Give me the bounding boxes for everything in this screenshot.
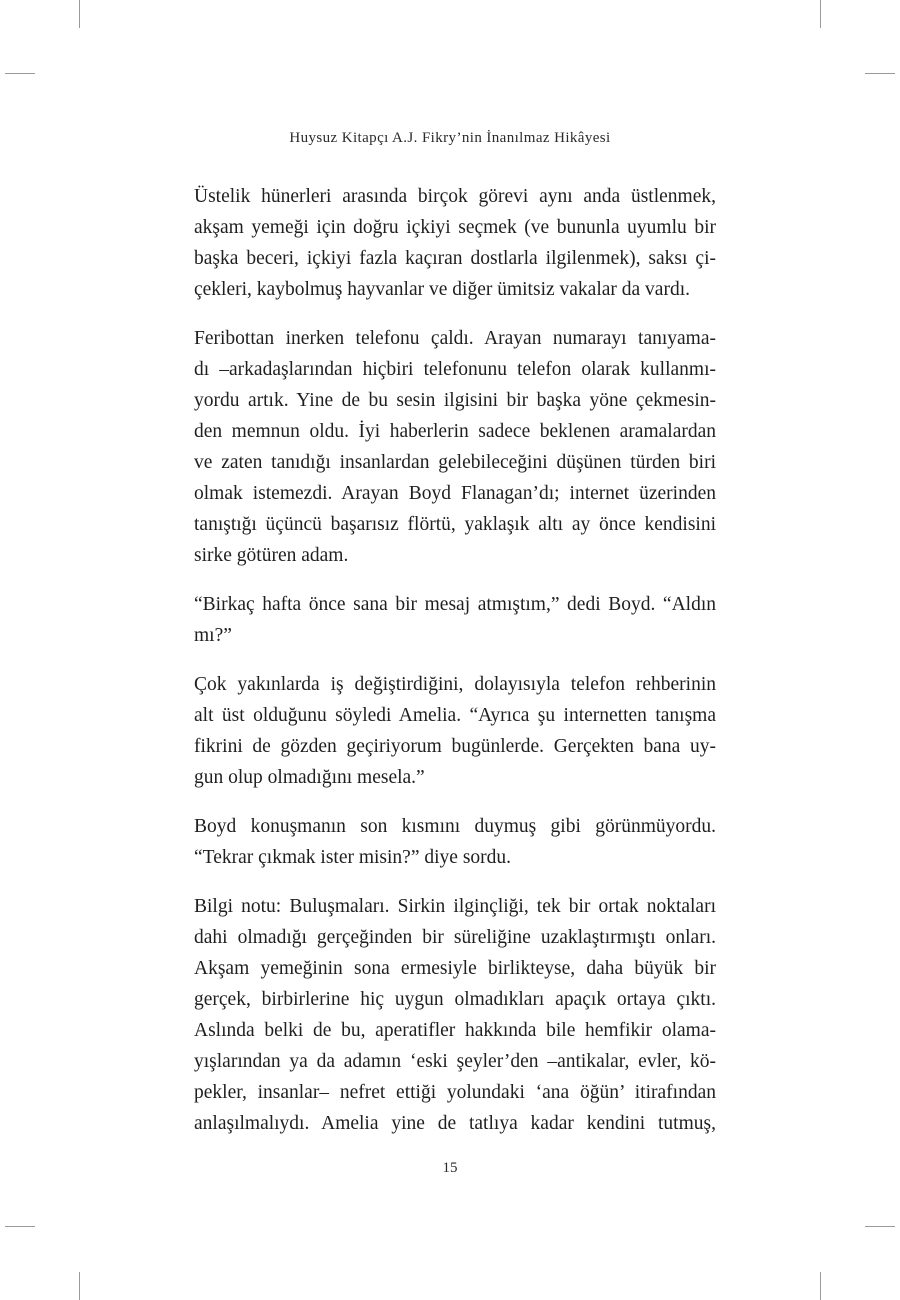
paragraph [194,811,716,873]
text-line: Üstelik hünerleri arasında birçok görevi aynı anda üstlenmek, [194,186,716,207]
crop-mark-top-right [820,0,821,28]
page-number: 15 [442,1160,458,1176]
text-line: mı?” [194,625,232,646]
text-line: “Tekrar çıkmak ister misin?” diye sordu. [194,847,512,868]
text-line: çekleri, kaybolmuş hayvanlar ve diğer ümitsiz vakalar da vardı. [194,279,690,300]
paragraph [194,589,716,651]
text-line: anlaşılmalıydı. Amelia yine de tatlıya kadar kendini tutmuş, [194,1113,716,1134]
text-line: fikrini de gözden geçiriyorum bugünlerde. Gerçekten bana uy- [194,736,716,757]
text-line: dahi olmadığı gerçeğinden bir süreliğine uzaklaştırmıştı onları. [194,927,716,948]
paragraph [194,181,716,305]
running-head: Huysuz Kitapçı A.J. Fikry’nin İnanılmaz Hikâyesi [289,130,611,146]
text-line: yordu artık. Yine de bu sesin ilgisini bir başka yöne çekmesin- [194,390,716,411]
text-line: Feribottan inerken telefonu çaldı. Arayan numarayı tanıyama- [194,328,716,349]
text-line: Çok yakınlarda iş değiştirdiğini, dolayısıyla telefon rehberinin [194,674,716,695]
body-text [194,181,716,1157]
text-line: Aslında belki de bu, aperatifler hakkında bile hemfikir olama- [194,1020,716,1041]
crop-mark-top-left [79,0,80,28]
text-line: sirke götüren adam. [194,545,349,566]
crop-mark-right-top [865,73,895,74]
text-line: “Birkaç hafta önce sana bir mesaj atmıştım,” dedi Boyd. “Aldın [194,594,716,615]
paragraph [194,323,716,571]
text-line: tanıştığı üçüncü başarısız flörtü, yaklaşık altı ay önce kendisini [194,514,716,535]
text-line: Bilgi notu: Buluşmaları. Sirkin ilginçliği, tek bir ortak noktaları [194,896,716,917]
crop-mark-left-bottom [5,1226,35,1227]
text-line: gerçek, birbirlerine hiç uygun olmadıkları apaçık ortaya çıktı. [194,989,716,1010]
text-line: alt üst olduğunu söyledi Amelia. “Ayrıca şu internetten tanışma [194,705,716,726]
text-line: yışlarından ya da adamın ‘eski şeyler’den –antikalar, evler, kö- [194,1051,716,1072]
text-line: gun olup olmadığını mesela.” [194,767,425,788]
crop-mark-left-top [5,73,35,74]
text-line: Akşam yemeğinin sona ermesiyle birlikteyse, daha büyük bir [194,958,716,979]
text-line: olmak istemezdi. Arayan Boyd Flanagan’dı; internet üzerinden [194,483,716,504]
text-line: den memnun oldu. İyi haberlerin sadece beklenen aramalardan [194,421,716,442]
crop-mark-bottom-right [820,1272,821,1300]
crop-mark-bottom-left [79,1272,80,1300]
paragraph [194,669,716,793]
paragraph [194,891,716,1139]
text-line: pekler, insanlar– nefret ettiği yolundaki ‘ana öğün’ itirafından [194,1082,716,1103]
crop-mark-right-bottom [865,1226,895,1227]
text-line: Boyd konuşmanın son kısmını duymuş gibi görünmüyordu. [194,816,716,837]
text-line: akşam yemeği için doğru içkiyi seçmek (ve bununla uyumlu bir [194,217,716,238]
text-line: dı –arkadaşlarından hiçbiri telefonunu telefon olarak kullanmı- [194,359,716,380]
text-line: başka beceri, içkiyi fazla kaçıran dostlarla ilgilenmek), saksı çi- [194,248,716,269]
text-line: ve zaten tanıdığı insanlardan gelebileceğini düşünen türden biri [194,452,716,473]
